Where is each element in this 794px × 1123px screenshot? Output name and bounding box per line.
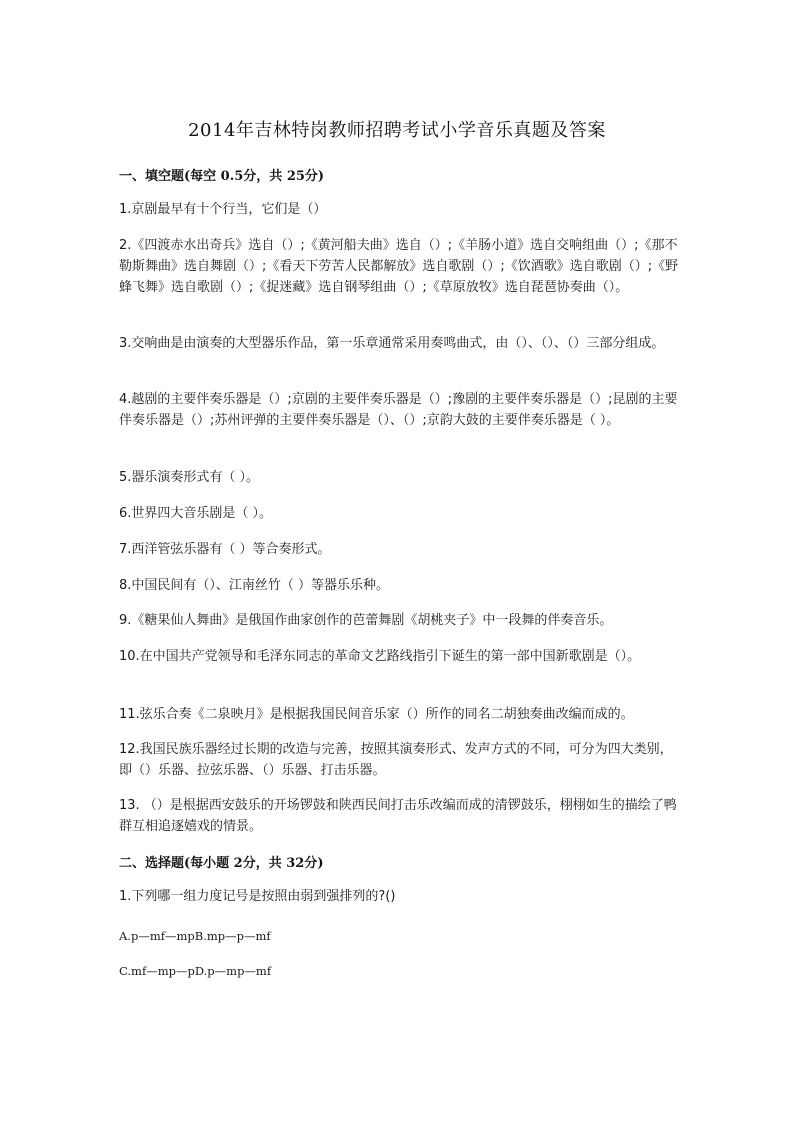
question-7: 7.西洋管弦乐器有（ ）等合奏形式。	[119, 542, 331, 557]
choice-options-cd: C.mf—mp—pD.p—mp—mf	[119, 964, 272, 978]
question-2: 2.《四渡赤水出奇兵》选自（）;《黄河船夫曲》选自（）;《羊肠小道》选自交响组曲（）;《那不勒斯舞曲》选自舞剧（）;《看天下劳苦人民都解放》选自歌剧（）;《饮酒歌》选自歌剧（）;《野蜂飞舞》选自歌剧（）;《捉迷藏》选自钢琴组曲（）;《草原放牧》选自琵琶协奏曲（）。	[119, 238, 679, 295]
question-13: 13. （）是根据西安鼓乐的开场锣鼓和陕西民间打击乐改编而成的清锣鼓乐，栩栩如生的描绘了鸭群互相追逐嬉戏的情景。	[119, 798, 677, 834]
question-9: 9.《糖果仙人舞曲》是俄国作曲家创作的芭蕾舞剧《胡桃夹子》中一段舞的伴奏音乐。	[119, 613, 613, 628]
document-title: 2014年吉林特岗教师招聘考试小学音乐真题及答案	[188, 120, 606, 141]
section-heading-multiple-choice: 二、选择题(每小题 2分，共 32分)	[119, 856, 324, 871]
question-6: 6.世界四大音乐剧是（ ）。	[119, 506, 273, 521]
question-3: 3.交响曲是由演奏的大型器乐作品，第一乐章通常采用奏鸣曲式，由（）、（）、（）三部分组成。	[119, 336, 665, 351]
question-1: 1.京剧最早有十个行当，它们是（）	[119, 202, 327, 217]
choice-question-1: 1.下列哪一组力度记号是按照由弱到强排列的?()	[119, 889, 396, 904]
question-11: 11.弦乐合奏《二泉映月》是根据我国民间音乐家（）所作的同名二胡独奏曲改编而成的。	[119, 707, 634, 722]
choice-options-ab: A.p—mf—mpB.mp—p—mf	[119, 929, 271, 943]
question-5: 5.器乐演奏形式有（ ）。	[119, 470, 260, 485]
section-heading-fill-in: 一、填空题(每空 0.5分，共 25分)	[119, 169, 325, 184]
question-12: 12.我国民族乐器经过长期的改造与完善，按照其演奏形式、发声方式的不同，可分为四大类别，即（）乐器、拉弦乐器、（）乐器、打击乐器。	[119, 742, 673, 778]
question-10: 10.在中国共产党领导和毛泽东同志的革命文艺路线指引下诞生的第一部中国新歌剧是（）。	[119, 649, 641, 664]
question-4: 4.越剧的主要伴奏乐器是（）;京剧的主要伴奏乐器是（）;豫剧的主要伴奏乐器是（）;昆剧的主要伴奏乐器是（）;苏州评弹的主要伴奏乐器是（）、（）;京韵大鼓的主要伴奏乐器是（ ）。	[119, 392, 678, 428]
question-8: 8.中国民间有（）、江南丝竹（ ）等器乐乐种。	[119, 578, 390, 593]
